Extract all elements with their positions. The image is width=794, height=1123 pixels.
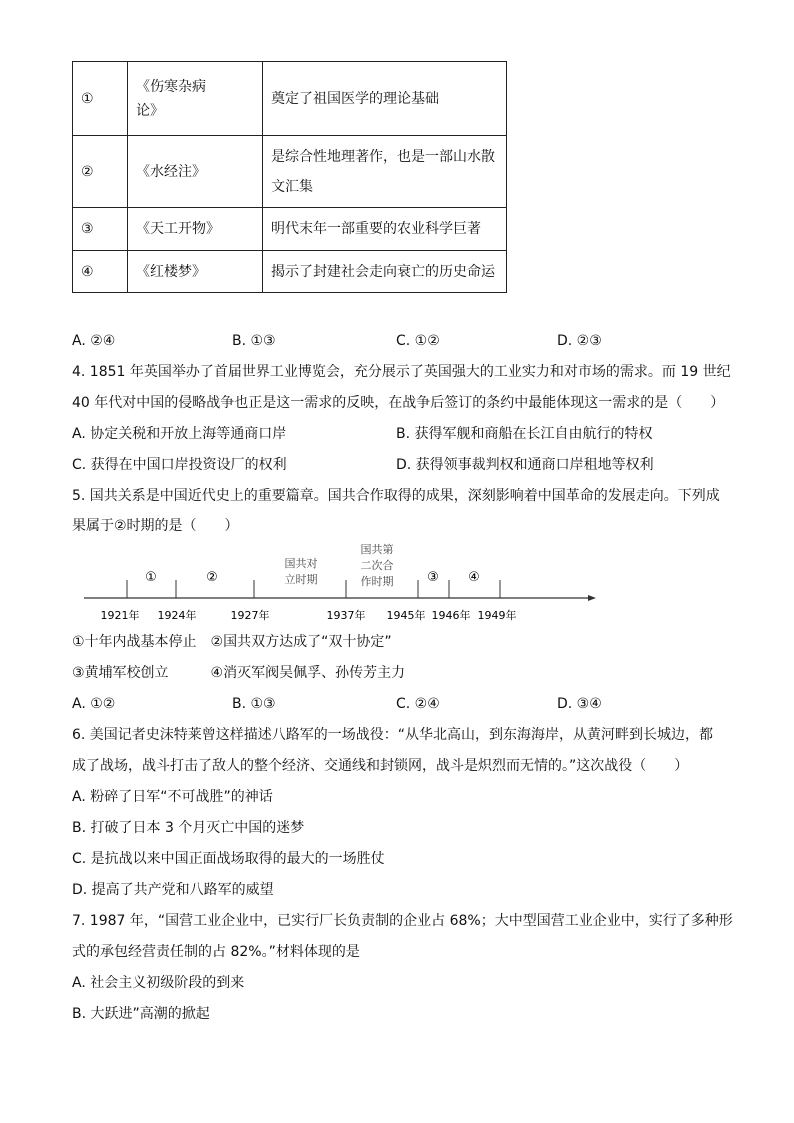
segment-4-label-line-2: 二次合: [360, 559, 394, 572]
segment-3-label-line-2: 立时期: [284, 573, 318, 586]
q6-stem-line-2: 成了战场，战斗打击了敌人的整个经济、交通线和封锁网，战斗是炽烈而无情的。”这次战役（ ）: [72, 758, 689, 774]
q4-stem-line-2: 40 年代对中国的侵略战争也正是这一需求的反映，在战争后签订的条约中最能体现这一需求的是（ ）: [72, 395, 725, 411]
segment-1-label: ①: [145, 570, 157, 585]
q5-option-c[interactable]: C. ②④: [396, 696, 440, 712]
book-title: 《水经注》: [128, 136, 263, 208]
q7-stem-line-2: 式的承包经营责任制的占 82%。”材料体现的是: [72, 944, 360, 960]
works-table: [72, 61, 507, 293]
year-label: 1937年: [326, 609, 366, 622]
q5-option-b[interactable]: B. ①③: [232, 696, 276, 712]
segment-2-label: ②: [206, 570, 218, 585]
book-description: 奠定了祖国医学的理论基础: [263, 62, 507, 136]
row-number: ②: [73, 136, 128, 208]
q3-option-b[interactable]: B. ①③: [232, 333, 276, 349]
q5-stem-line-2: 果属于②时期的是（ ）: [72, 518, 239, 534]
book-title: 《天工开物》: [128, 208, 263, 251]
book-description: 是综合性地理著作，也是一部山水散文汇集: [263, 136, 507, 208]
book-title: 《红楼梦》: [128, 251, 263, 293]
q3-option-d[interactable]: D. ②③: [557, 333, 602, 349]
q4-stem-line-1: 4. 1851 年英国举办了首届世界工业博览会，充分展示了英国强大的工业实力和对市场的需求。而 19 世纪: [72, 364, 731, 380]
q6-option-d[interactable]: D. 提高了共产党和八路军的威望: [72, 882, 274, 898]
q5-stem-line-1: 5. 国共关系是中国近代史上的重要篇章。国共合作取得的成果，深刻影响着中国革命的发展走向。下列成: [72, 488, 720, 504]
segment-3-label-line-1: 国共对: [284, 557, 318, 570]
q4-option-a[interactable]: A. 协定关税和开放上海等通商口岸: [72, 426, 287, 442]
q5-item-line-2: ③黄埔军校创立 ④消灭军阀吴佩孚、孙传芳主力: [72, 665, 406, 681]
q3-option-c[interactable]: C. ①②: [396, 333, 440, 349]
year-label: 1927年: [230, 609, 270, 622]
table-row: [73, 136, 507, 208]
q7-stem-line-1: 7. 1987 年，“国营工业企业中，已实行厂长负责制的企业占 68%；大中型国营工业企业中，实行了多种形: [72, 913, 733, 929]
year-label: 1946年: [431, 609, 471, 622]
book-description: 揭示了封建社会走向衰亡的历史命运: [263, 251, 507, 293]
q7-option-a[interactable]: A. 社会主义初级阶段的到来: [72, 975, 245, 991]
year-label: 1921年: [100, 609, 140, 622]
q5-option-a[interactable]: A. ①②: [72, 696, 116, 712]
timeline-figure: [0, 538, 794, 630]
q6-option-b[interactable]: B. 打破了日本 3 个月灭亡中国的迷梦: [72, 820, 305, 836]
q6-option-c[interactable]: C. 是抗战以来中国正面战场取得的最大的一场胜仗: [72, 851, 385, 867]
q5-item-line-1: ①十年内战基本停止 ②国共双方达成了“双十协定”: [72, 634, 392, 650]
row-number: ④: [73, 251, 128, 293]
table-row: [73, 251, 507, 293]
table-row: [73, 208, 507, 251]
q6-stem-line-1: 6. 美国记者史沫特莱曾这样描述八路军的一场战役：“从华北高山，到东海海岸，从黄河畔到长城边，都: [72, 727, 714, 743]
segment-5-label: ③: [427, 570, 439, 585]
year-label: 1924年: [157, 609, 197, 622]
year-label: 1945年: [386, 609, 426, 622]
book-title: 《伤寒杂病论》: [128, 62, 263, 136]
segment-4-label-line-3: 作时期: [360, 575, 394, 588]
q4-option-c[interactable]: C. 获得在中国口岸投资设厂的权利: [72, 457, 287, 473]
timeline-arrow-icon: [588, 595, 596, 601]
q4-option-b[interactable]: B. 获得军舰和商船在长江自由航行的特权: [396, 426, 653, 442]
q6-option-a[interactable]: A. 粉碎了日军“不可战胜”的神话: [72, 789, 273, 805]
table-row: [73, 62, 507, 136]
q3-option-a[interactable]: A. ②④: [72, 333, 116, 349]
q5-option-d[interactable]: D. ③④: [557, 696, 602, 712]
q4-option-d[interactable]: D. 获得领事裁判权和通商口岸租地等权利: [396, 457, 654, 473]
segment-4-label-line-1: 国共第: [360, 543, 394, 556]
row-number: ③: [73, 208, 128, 251]
segment-6-label: ④: [468, 570, 480, 585]
year-label: 1949年: [477, 609, 517, 622]
q7-option-b[interactable]: B. 大跃进”高潮的掀起: [72, 1006, 210, 1022]
row-number: ①: [73, 62, 128, 136]
book-description: 明代末年一部重要的农业科学巨著: [263, 208, 507, 251]
